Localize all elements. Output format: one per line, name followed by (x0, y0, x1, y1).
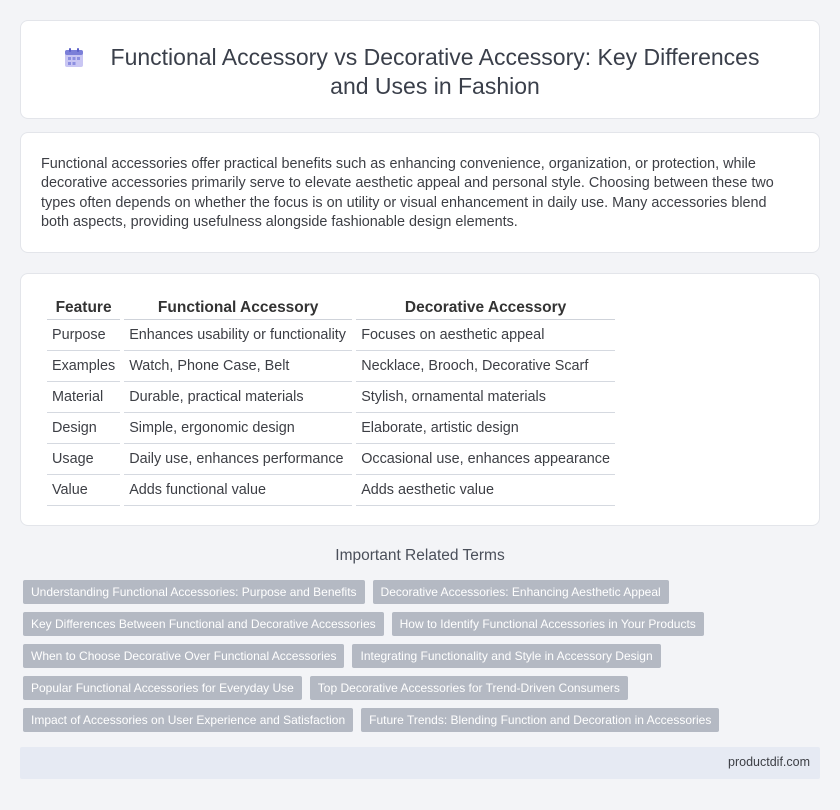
table-cell: Material (47, 382, 120, 413)
header-feature: Feature (47, 296, 120, 320)
comparison-card (20, 273, 820, 526)
related-term-link[interactable]: Integrating Functionality and Style in Accessory Design (352, 644, 660, 668)
page-title: Functional Accessory vs Decorative Accessory: Key Differences and Uses in Fashion (110, 44, 760, 99)
table-cell: Stylish, ornamental materials (356, 382, 615, 413)
table-row (47, 444, 615, 475)
tag-row (23, 676, 823, 700)
table-cell: Focuses on aesthetic appeal (356, 320, 615, 351)
table-cell: Adds functional value (124, 475, 352, 506)
related-term-link[interactable]: Impact of Accessories on User Experience and Satisfaction (23, 708, 353, 732)
table-cell: Durable, practical materials (124, 382, 352, 413)
table-cell: Design (47, 413, 120, 444)
tag-row (23, 612, 823, 636)
related-terms-list (23, 580, 823, 740)
table-cell: Usage (47, 444, 120, 475)
related-term-link[interactable]: Key Differences Between Functional and Decorative Accessories (23, 612, 384, 636)
table-cell: Examples (47, 351, 120, 382)
tag-row (23, 708, 823, 732)
table-cell: Necklace, Brooch, Decorative Scarf (356, 351, 615, 382)
title-card (20, 20, 820, 119)
table-cell: Daily use, enhances performance (124, 444, 352, 475)
related-term-link[interactable]: How to Identify Functional Accessories in Your Products (392, 612, 704, 636)
table-row (47, 320, 615, 351)
tag-row (23, 580, 823, 604)
table-cell: Enhances usability or functionality (124, 320, 352, 351)
footer (20, 747, 820, 779)
related-term-link[interactable]: When to Choose Decorative Over Functional Accessories (23, 644, 344, 668)
table-cell: Purpose (47, 320, 120, 351)
table-header-row (47, 296, 615, 320)
table-row (47, 351, 615, 382)
intro-text: Functional accessories offer practical benefits such as enhancing convenience, organization, or protection, while decorative accessories primarily serve to elevate aesthetic appeal and personal style. Choosing between these two types often depends on whether the focus is on utility or visual enhancement in daily use. Many accessories blend both aspects, providing usefulness alongside fashionable design elements. (41, 156, 774, 231)
table-cell: Occasional use, enhances appearance (356, 444, 615, 475)
tag-row (23, 644, 823, 668)
related-terms-heading: Important Related Terms (335, 547, 505, 564)
table-cell: Watch, Phone Case, Belt (124, 351, 352, 382)
table-cell: Value (47, 475, 120, 506)
header-functional: Functional Accessory (124, 296, 352, 320)
table-row (47, 413, 615, 444)
table-cell: Elaborate, artistic design (356, 413, 615, 444)
related-term-link[interactable]: Decorative Accessories: Enhancing Aesthetic Appeal (373, 580, 669, 604)
related-term-link[interactable]: Popular Functional Accessories for Everyday Use (23, 676, 302, 700)
related-term-link[interactable]: Understanding Functional Accessories: Purpose and Benefits (23, 580, 365, 604)
header-decorative: Decorative Accessory (356, 296, 615, 320)
footer-site[interactable]: productdif.com (728, 755, 810, 769)
comparison-table (43, 296, 619, 506)
table-row (47, 382, 615, 413)
intro-card (20, 132, 820, 253)
table-cell: Simple, ergonomic design (124, 413, 352, 444)
table-cell: Adds aesthetic value (356, 475, 615, 506)
related-term-link[interactable]: Top Decorative Accessories for Trend-Driven Consumers (310, 676, 628, 700)
related-term-link[interactable]: Future Trends: Blending Function and Decoration in Accessories (361, 708, 719, 732)
table-row (47, 475, 615, 506)
